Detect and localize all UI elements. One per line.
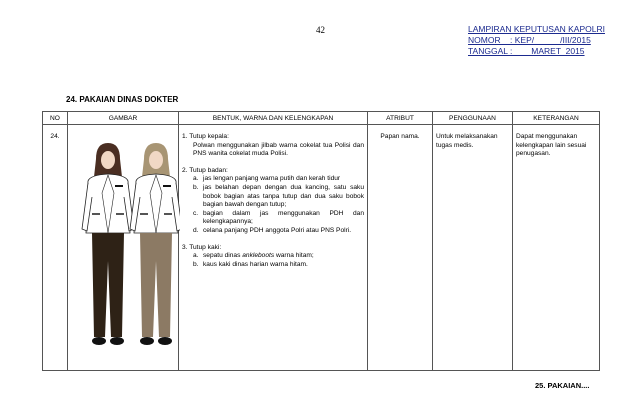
header-nomor: NOMOR : KEP/ /III/2015 — [468, 35, 591, 45]
header-lampiran: LAMPIRAN KEPUTUSAN KAPOLRI — [468, 24, 605, 34]
page-number: 42 — [316, 25, 325, 35]
bentuk-cell — [179, 125, 368, 371]
penggunaan-cell: Untuk melaksanakan tugas medis. — [433, 125, 513, 371]
header-keterangan: KETERANGAN — [513, 112, 600, 125]
list-item: b. kaus kaki dinas harian warna hitam. — [193, 260, 308, 268]
uniform-illustration-cell — [68, 125, 179, 371]
trouser-light-shape — [140, 233, 172, 337]
list-item: a. jas lengan panjang warna putih dan kerah tidur — [193, 175, 341, 183]
figure-pns — [130, 143, 180, 345]
header-no: NO — [43, 112, 68, 125]
header-atribut: ATRIBUT — [368, 112, 433, 125]
list-item: a. sepatu dinas ankleboots warna hitam; — [193, 252, 314, 260]
section-title: 24. PAKAIAN DINAS DOKTER — [66, 95, 179, 104]
item2-title: 2. Tutup badan: — [182, 166, 228, 174]
item1-title: 1. Tutup kepala: — [182, 133, 229, 140]
uniform-table — [42, 111, 600, 371]
document-header — [468, 24, 605, 57]
item-tutup-badan — [182, 167, 364, 236]
next-section-label: 25. PAKAIAN.... — [535, 381, 590, 390]
table-row — [43, 125, 600, 371]
figure-polwan — [82, 143, 134, 345]
header-gambar: GAMBAR — [68, 112, 179, 125]
jacket-shape — [86, 174, 130, 233]
keterangan-cell: Dapat menggunakan kelengkapan lain sesuai penugasan. — [513, 125, 600, 371]
table-header-row — [43, 112, 600, 125]
list-item: d. celana panjang PDH anggota Polri atau PNS Polri. — [193, 226, 352, 234]
trouser-dark-shape — [92, 233, 124, 337]
list-item: b. jas belahan depan dengan dua kancing, satu saku bobok bagian atas tanpa tutup dan dua saku bobok bagian bawah dengan tutup; — [193, 183, 364, 209]
row-number: 24. — [43, 125, 68, 371]
header-penggunaan: PENGGUNAAN — [433, 112, 513, 125]
item3-title: 3. Tutup kaki: — [182, 243, 222, 251]
item-tutup-kepala — [182, 133, 364, 159]
item1-text: Polwan menggunakan jilbab warna cokelat tua Polisi dan PNS wanita cokelat muda Polisi. — [193, 141, 364, 158]
header-tanggal: TANGGAL : MARET 2015 — [468, 46, 585, 56]
atribut-cell: Papan nama. — [368, 125, 433, 371]
item-tutup-kaki — [182, 244, 364, 270]
list-item: c. bagian dalam jas menggunakan PDH dan kelengkapannya; — [193, 209, 364, 226]
doctor-uniform-illustration — [80, 141, 180, 356]
face-shape — [101, 151, 115, 169]
header-bentuk: BENTUK, WARNA DAN KELENGKAPAN — [179, 112, 368, 125]
